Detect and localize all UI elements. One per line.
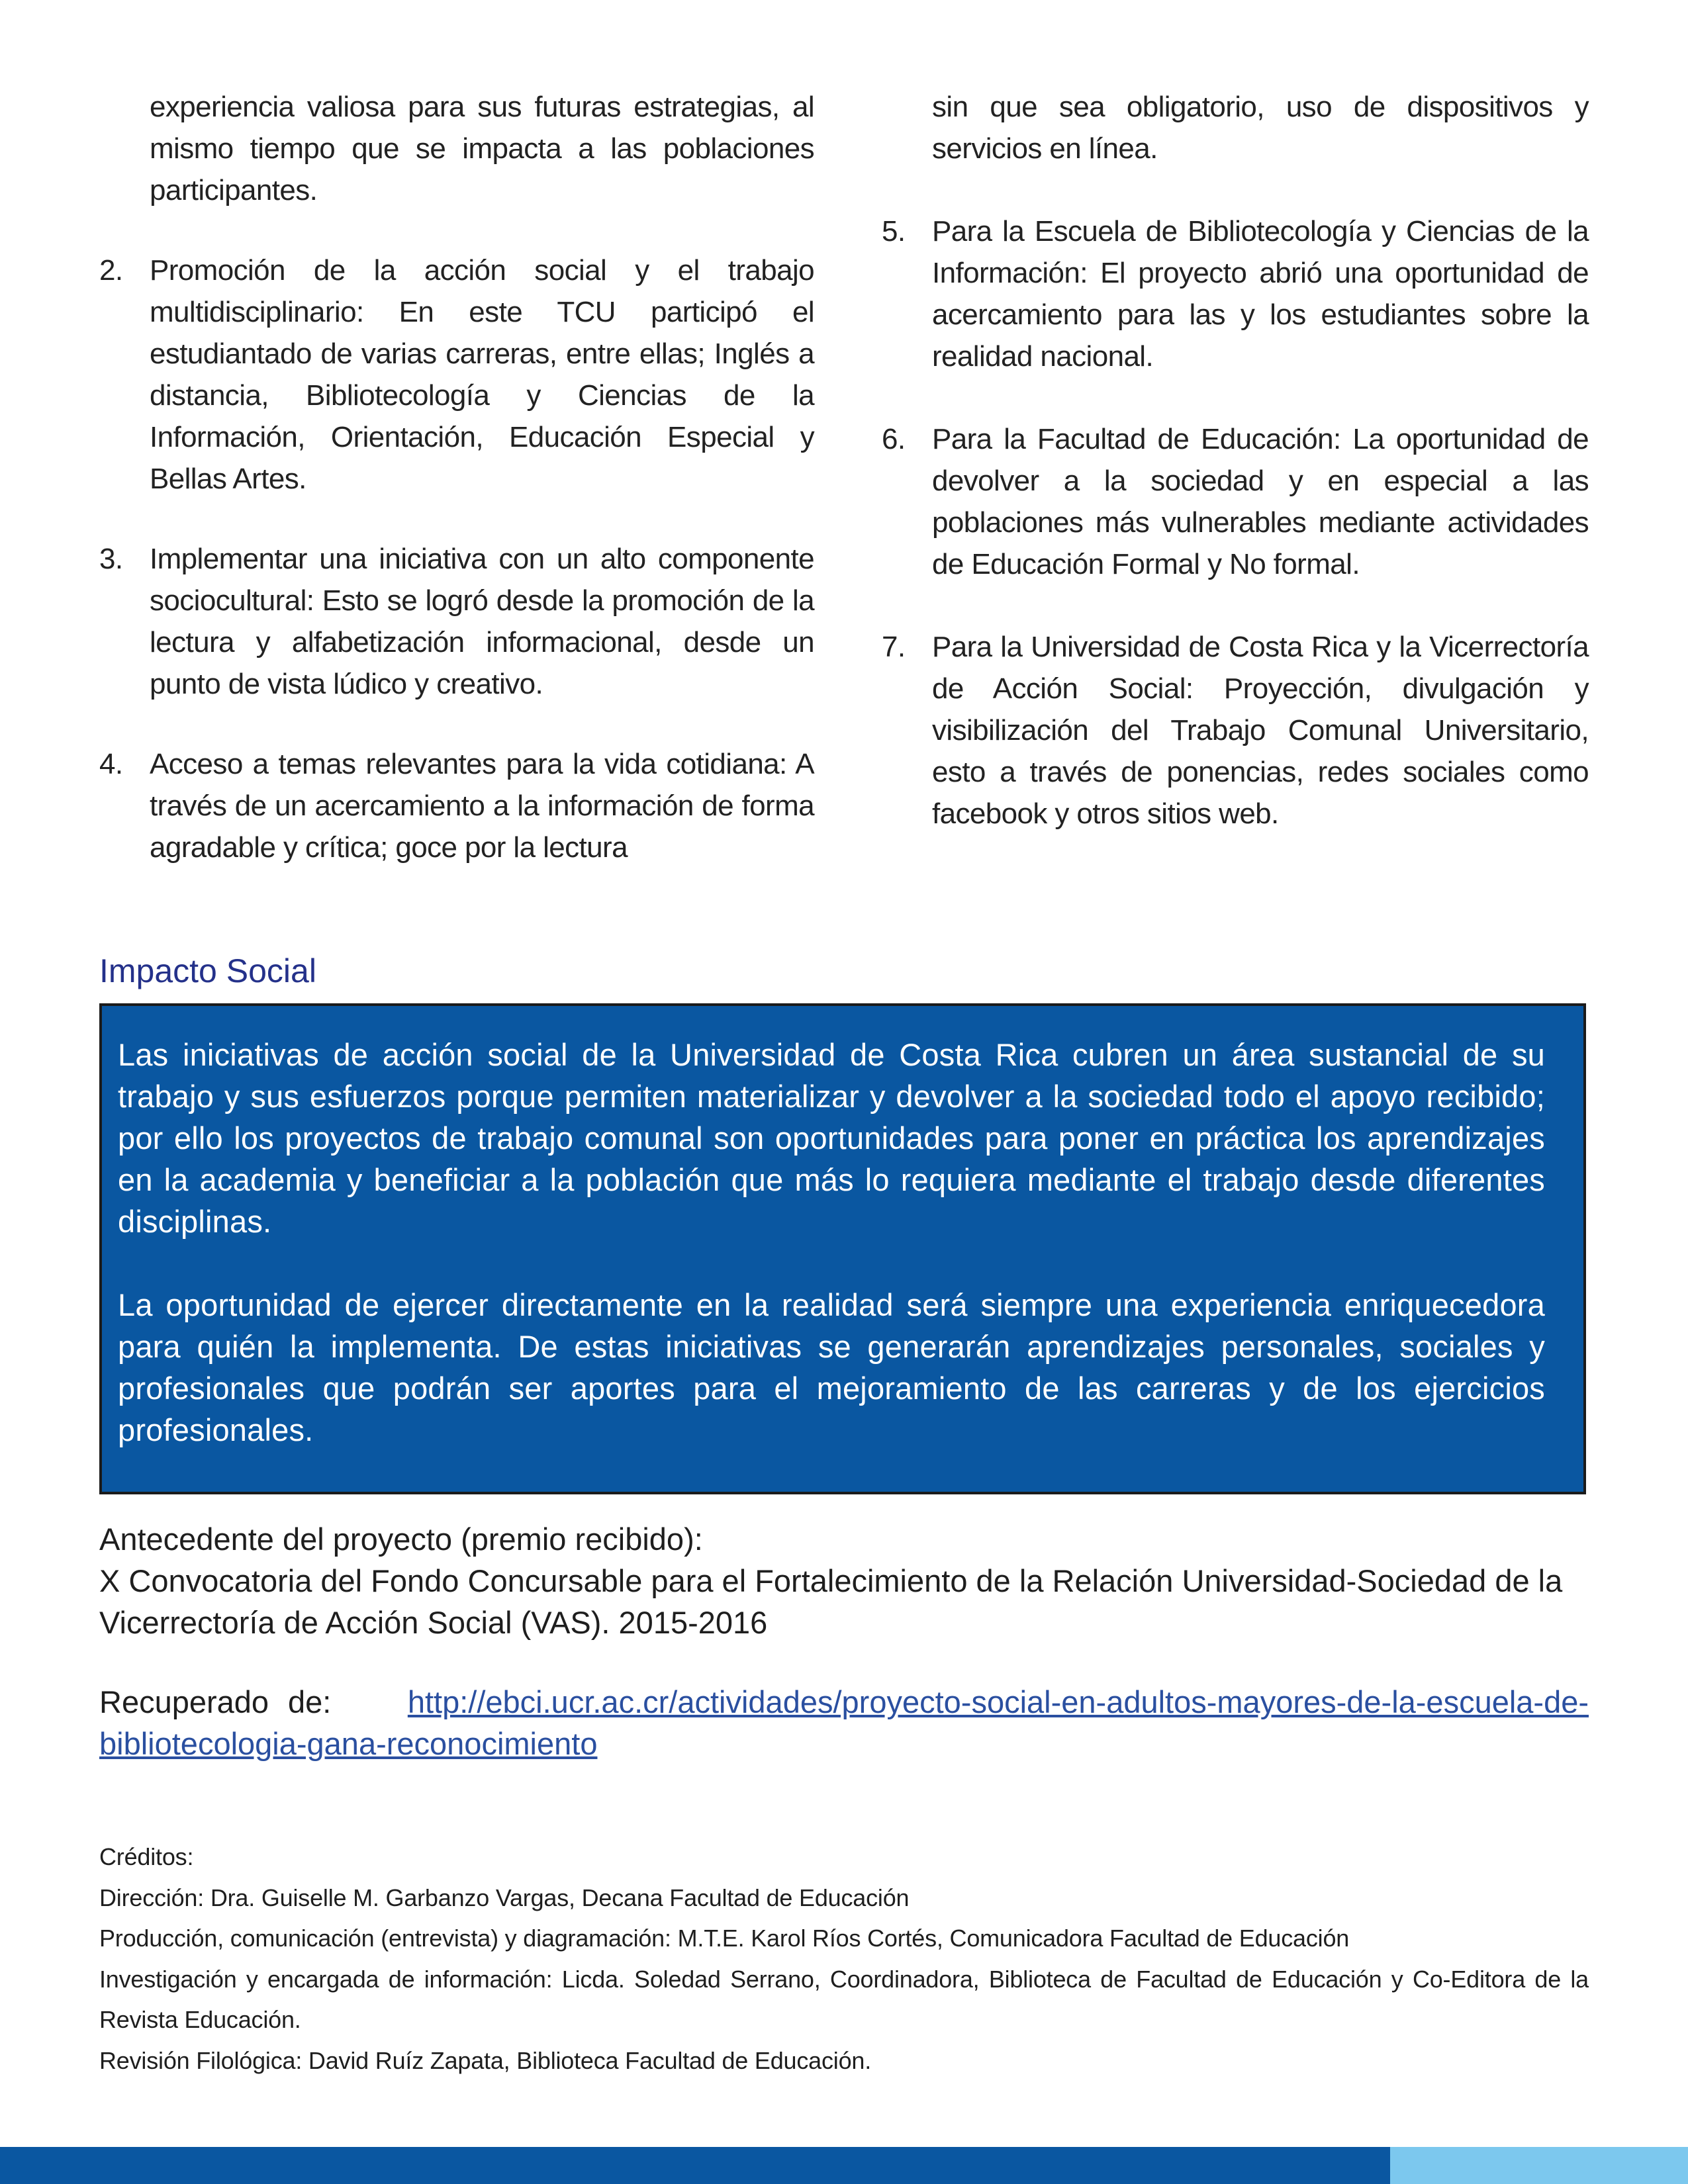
- list-item-text: experiencia valiosa para sus futuras estrategias, al mismo tiempo que se impacta a las poblaciones participantes.: [150, 91, 814, 206]
- footer-bar: [0, 2147, 1390, 2184]
- credits-section: [99, 1837, 1589, 2081]
- list-item: [99, 743, 814, 868]
- antecedente-label: Antecedente del proyecto (premio recibido):: [99, 1522, 703, 1557]
- impacto-paragraph-1: Las iniciativas de acción social de la Universidad de Costa Rica cubren un área sustancial de su trabajo y sus esfuerzos porque permiten materializar y devolver a la sociedad todo el apoyo recibido; por ello los proyectos de trabajo comunal son oportunidades para poner en práctica los aprendizajes en la academia y beneficiar a la población que más lo requiera mediante el trabajo desde diferentes disciplinas.: [118, 1037, 1545, 1239]
- list-item-number: 7.: [882, 631, 906, 663]
- list-item: [882, 210, 1589, 377]
- list-item: [882, 626, 1589, 835]
- list-item-number: 3.: [99, 543, 123, 575]
- two-column-section: [99, 86, 1589, 920]
- recuperado-paragraph: [99, 1681, 1589, 1764]
- credits-line: Producción, comunicación (entrevista) y diagramación: M.T.E. Karol Ríos Cortés, Comunicadora Facultad de Educación: [99, 1925, 1350, 1952]
- list-item-text: Implementar una iniciativa con un alto componente sociocultural: Esto se logró desde la promoción de la lectura y alfabetización informacional, desde un punto de vista lúdico y creativo.: [150, 543, 814, 700]
- recuperado-section: [99, 1681, 1589, 1764]
- list-item-number: 6.: [882, 423, 906, 455]
- list-item-continuation: [882, 86, 1589, 169]
- list-item: [99, 538, 814, 705]
- antecedente-section: [99, 1518, 1589, 1643]
- section-heading-impacto-social: Impacto Social: [99, 952, 316, 989]
- left-column: [99, 86, 814, 868]
- list-item: [882, 418, 1589, 585]
- impacto-paragraph-2: La oportunidad de ejercer directamente en la realidad será siempre una experiencia enriquecedora para quién la implementa. De estas iniciativas se generarán aprendizajes personales, sociales y profesionales que podrán ser aportes para el mejoramiento de las carreras y de los ejercicios profesionales.: [118, 1287, 1545, 1447]
- list-item-number: 2.: [99, 254, 123, 287]
- credits-title: Créditos:: [99, 1843, 194, 1870]
- list-item-continuation: [99, 86, 814, 211]
- list-item-text: Acceso a temas relevantes para la vida cotidiana: A través de un acercamiento a la información de forma agradable y crítica; goce por la lectura: [150, 748, 814, 864]
- recuperado-label: Recuperado de:: [99, 1684, 332, 1719]
- list-item-number: 5.: [882, 215, 906, 248]
- credits-line: Investigación y encargada de información: Licda. Soledad Serrano, Coordinadora, Biblioteca de Facultad de Educación y Co-Editora de la Revista Educación.: [99, 1965, 1589, 2033]
- list-item-text: Promoción de la acción social y el trabajo multidisciplinario: En este TCU participó el estudiantado de varias carreras, entre ellas; Inglés a distancia, Bibliotecología y Ciencias de la Información, Orientación, Educación Especial y Bellas Artes.: [150, 254, 814, 495]
- impacto-social-box: [99, 1003, 1586, 1494]
- footer-accent-bar: [1390, 2147, 1688, 2184]
- list-item-text: Para la Universidad de Costa Rica y la Vicerrectoría de Acción Social: Proyección, divulgación y visibilización del Trabajo Comunal Universitario, esto a través de ponencias, redes sociales como facebook y otros sitios web.: [932, 631, 1589, 830]
- source-link[interactable]: http://ebci.ucr.ac.cr/actividades/proyecto-social-en-adultos-mayores-de-la-escuela-de-bibliotecologia-gana-reconocimiento: [99, 1684, 1589, 1761]
- credits-line: Revisión Filológica: David Ruíz Zapata, Biblioteca Facultad de Educación.: [99, 2046, 872, 2074]
- list-item-text: Para la Escuela de Bibliotecología y Ciencias de la Información: El proyecto abrió una oportunidad de acercamiento para las y los estudiantes sobre la realidad nacional.: [932, 215, 1589, 373]
- right-column: [882, 86, 1589, 835]
- list-item-text: Para la Facultad de Educación: La oportunidad de devolver a la sociedad y en especial a las poblaciones más vulnerables mediante actividades de Educación Formal y No formal.: [932, 423, 1589, 580]
- list-item: [99, 250, 814, 500]
- credits-line: Dirección: Dra. Guiselle M. Garbanzo Vargas, Decana Facultad de Educación: [99, 1884, 910, 1911]
- list-item-number: 4.: [99, 748, 123, 780]
- antecedente-text: X Convocatoria del Fondo Concursable para el Fortalecimiento de la Relación Universidad-Sociedad de la Vicerrectoría de Acción Social (VAS). 2015-2016: [99, 1563, 1563, 1640]
- list-item-text: sin que sea obligatorio, uso de dispositivos y servicios en línea.: [932, 91, 1589, 165]
